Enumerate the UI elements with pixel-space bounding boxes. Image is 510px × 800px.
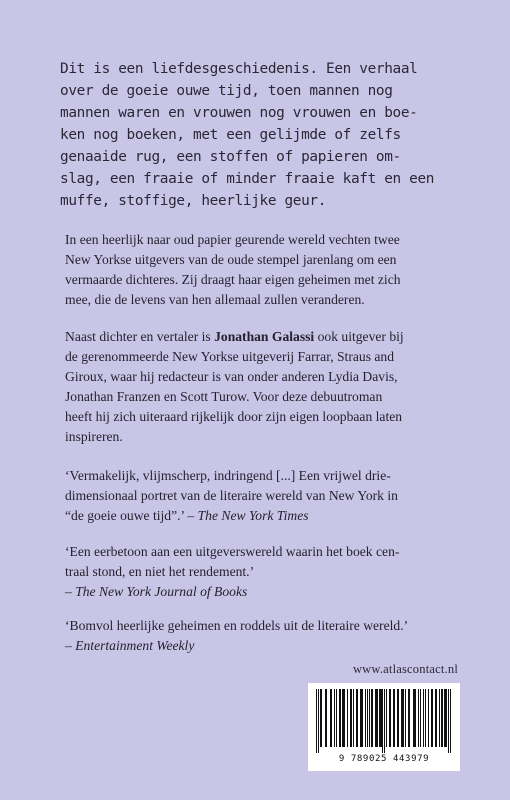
barcode-bar (375, 689, 378, 747)
barcode-bar (386, 689, 387, 747)
barcode-bar (413, 689, 416, 747)
barcode-bar (425, 689, 426, 747)
barcode-guard-bar (448, 689, 449, 753)
quote-attribution (65, 582, 460, 602)
author-line-start: Naast dichter en vertaler is (65, 329, 215, 344)
quote-line: ‘Een eerbetoon aan een uitgeverswereld waarin het boek cen- (65, 544, 400, 559)
author-line: Giroux, waar hij redacteur is van onder anderen Lydia Davis, (65, 369, 398, 384)
barcode-bar (367, 689, 368, 747)
synopsis-line: mee, die de levens van hen allemaal zullen veranderen. (65, 292, 365, 307)
barcode-bar (420, 689, 421, 747)
quote-line: traal stond, en niet het rendement.’ (65, 564, 255, 579)
isbn-number: 9 789025 443979 (338, 754, 430, 764)
barcode-bar (365, 689, 366, 747)
author-paragraph (65, 327, 460, 447)
barcode-bar (408, 689, 410, 747)
barcode-guard-bar (316, 689, 317, 753)
barcode-guard-bar (318, 689, 319, 753)
quote-line-end: “de goeie ouwe tijd”.’ – (65, 508, 198, 523)
author-line: heeft hij zich uiteraard rijkelijk door zijn eigen loopbaan laten (65, 409, 403, 424)
barcode-guard-bar (450, 689, 451, 753)
barcode-bar (330, 689, 332, 747)
intro-line: genaaide rug, een stoffen of papieren om- (60, 149, 401, 165)
barcode (308, 683, 460, 771)
barcode-bar (441, 689, 443, 747)
synopsis-line: New Yorkse uitgevers van de oude stempel jarenlang om een (65, 252, 397, 267)
quote-source: The New York Times (197, 508, 309, 523)
barcode-bar (389, 689, 391, 747)
barcode-bar (356, 689, 358, 747)
synopsis-line: In een heerlijk naar oud papier geurende wereld vechten twee (65, 232, 400, 247)
quote-line: ‘Vermakelijk, vlijmscherp, indringend [...] Een vrijwel drie- (65, 468, 391, 483)
synopsis-paragraph (65, 230, 460, 310)
quote-line: dimensionaal portret van de literaire wereld van New York in (65, 488, 398, 503)
barcode-bar (431, 689, 433, 747)
review-quote (65, 466, 460, 526)
barcode-bar (397, 689, 399, 747)
barcode-bar (342, 689, 345, 747)
barcode-bar (371, 689, 373, 747)
barcode-bar (334, 689, 335, 747)
intro-line: muffe, stoffige, heerlijke geur. (60, 193, 327, 209)
barcode-bar (439, 689, 440, 747)
intro-typewriter-text (60, 58, 455, 212)
author-name: Jonathan Galassi (214, 329, 315, 344)
barcode-bar (393, 689, 395, 747)
barcode-bar (379, 689, 382, 747)
intro-line: mannen waren en vrouwen nog vrouwen en boe- (60, 105, 418, 121)
barcode-bar (435, 689, 437, 747)
quote-line (65, 506, 460, 526)
quote-line: ‘Bomvol heerlijke geheimen en roddels uit de literaire wereld.’ (65, 618, 409, 633)
barcode-bar (350, 689, 352, 747)
publisher-website[interactable]: www.atlascontact.nl (352, 662, 458, 676)
barcode-bar (339, 689, 341, 747)
review-quote (65, 542, 460, 602)
barcode-bar (325, 689, 327, 747)
intro-line: Dit is een liefdesgeschiedenis. Een verhaal (60, 61, 418, 77)
intro-line: slag, een fraaie of minder fraaie kaft en een (60, 171, 435, 187)
barcode-bar (369, 689, 370, 747)
quote-source: Entertainment Weekly (75, 638, 195, 653)
barcode-bar (347, 689, 348, 747)
barcode-bar (336, 689, 337, 747)
intro-line: over de goeie ouwe tijd, toen mannen nog (60, 83, 393, 99)
barcode-bar (320, 689, 322, 747)
dash: – (65, 584, 76, 599)
barcode-guard-bar (384, 689, 385, 753)
barcode-bar (444, 689, 447, 747)
barcode-bar (418, 689, 419, 747)
quote-source: The New York Journal of Books (75, 584, 248, 599)
barcode-guard-bar (382, 689, 383, 753)
author-line (65, 327, 460, 347)
author-line: Jonathan Franzen en Scott Turow. Voor deze debuutroman (65, 389, 383, 404)
review-quote (65, 616, 460, 656)
barcode-bar (401, 689, 404, 747)
barcode-bar (428, 689, 429, 747)
barcode-bars (314, 689, 454, 753)
intro-line: ken nog boeken, met een gelijmde of zelfs (60, 127, 401, 143)
author-line: inspireren. (65, 429, 123, 444)
dash: – (65, 638, 76, 653)
barcode-bar (423, 689, 424, 747)
synopsis-line: vermaarde dichteres. Zij draagt haar eigen geheimen met zich (65, 272, 401, 287)
barcode-bar (353, 689, 354, 747)
quote-attribution (65, 636, 460, 656)
author-line: de gerenommeerde New Yorkse uitgeverij Farrar, Straus and (65, 349, 395, 364)
author-line-end: ook uitgever bij (314, 329, 404, 344)
barcode-bar (360, 689, 363, 747)
barcode-bar (405, 689, 406, 747)
